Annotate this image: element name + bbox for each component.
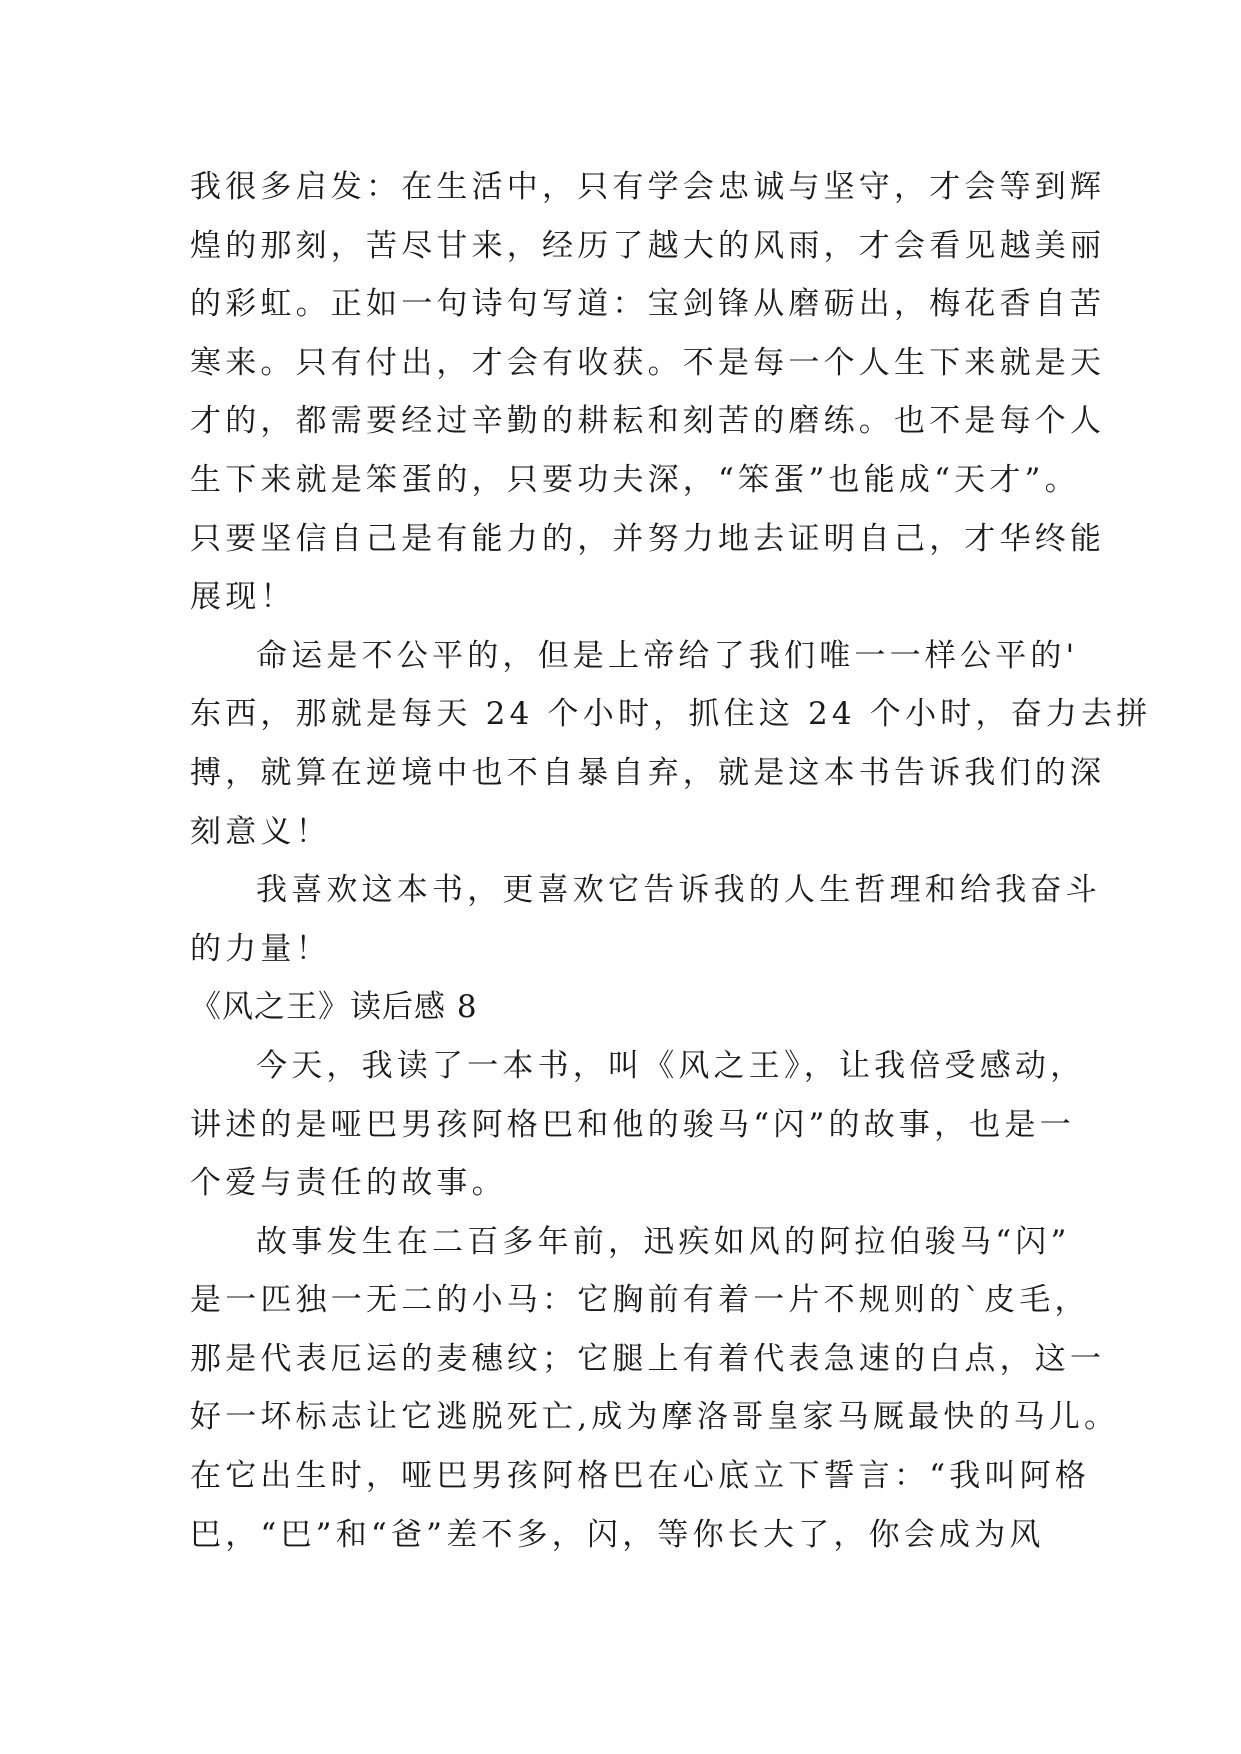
text-line: 煌的那刻，苦尽甘来，经历了越大的风雨，才会看见越美丽 [190,227,1106,264]
text-line: 的彩虹。正如一句诗句写道：宝剑锋从磨砺出，梅花香自苦 [190,286,1106,323]
text-line: 东西，那就是每天 24 个小时，抓住这 24 个小时，奋力去拼 [190,696,1152,733]
section-heading: 《风之王》读后感 8 [190,989,478,1026]
text-line: 才的，都需要经过辛勤的耕耘和刻苦的磨练。也不是每个人 [190,403,1106,440]
paragraph-start-line: 故事发生在二百多年前，迅疾如风的阿拉伯骏马“闪” [256,1223,1071,1260]
text-line: 巴，“巴”和“爸”差不多，闪，等你长大了，你会成为风 [190,1516,1045,1553]
text-line: 只要坚信自己是有能力的，并努力地去证明自己，才华终能 [190,520,1106,557]
paragraph-start-line: 命运是不公平的，但是上帝给了我们唯一一样公平的' [256,637,1079,674]
text-line: 寒来。只有付出，才会有收获。不是每一个人生下来就是天 [190,344,1106,381]
text-line: 个爱与责任的故事。 [190,1165,507,1202]
text-line: 是一匹独一无二的小马：它胸前有着一片不规则的`皮毛， [190,1282,1090,1319]
text-line: 展现！ [190,579,296,616]
text-line: 好一坏标志让它逃脱死亡,成为摩洛哥皇家马厩最快的马儿。 [190,1399,1120,1436]
text-line: 我很多启发：在生活中，只有学会忠诚与坚守，才会等到辉 [190,169,1106,205]
paragraph-start-line: 今天，我读了一本书，叫《风之王》，让我倍受感动， [256,1047,1086,1084]
text-line: 讲述的是哑巴男孩阿格巴和他的骏马“闪”的故事，也是一 [190,1106,1075,1143]
text-line: 搏，就算在逆境中也不自暴自弃，就是这本书告诉我们的深 [190,754,1106,791]
text-line: 那是代表厄运的麦穗纹；它腿上有着代表急速的白点，这一 [190,1340,1106,1377]
text-line: 刻意义！ [190,813,331,850]
text-line: 生下来就是笨蛋的，只要功夫深，“笨蛋”也能成“天才”。 [190,461,1080,498]
text-line: 的力量！ [190,930,331,967]
document-body [190,158,1152,1564]
text-line: 在它出生时，哑巴男孩阿格巴在心底立下誓言：“我叫阿格 [190,1458,1091,1495]
paragraph-start-line: 我喜欢这本书，更喜欢它告诉我的人生哲理和给我奋斗 [256,872,1101,909]
